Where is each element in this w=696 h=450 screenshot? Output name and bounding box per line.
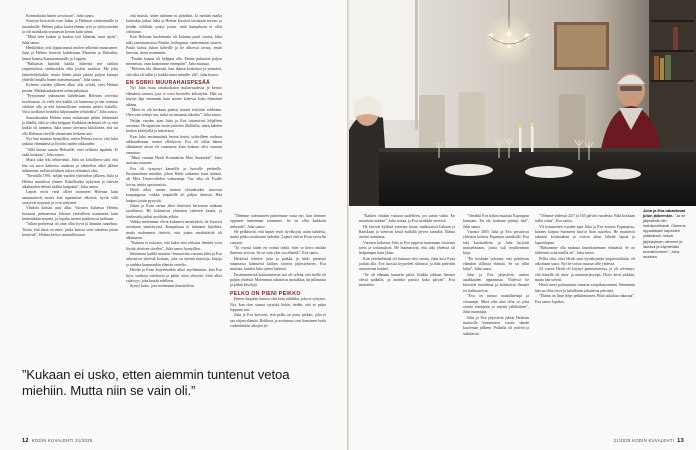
page-number-right: 13 [677,438,684,444]
right-page [349,0,696,450]
photo-illustration [349,0,696,206]
paragraph: Kun Helenan kuolemasta oli kulunut puoli vuotta, Juha näki tanssitanssissa Paulan, kollegansa vanhemman sisaren. Paula kutsui Juhan kahville ja he alkoivat tavata, ensin harvoin, sitten useammin. [126,35,222,56]
folio-left-label: KODIN KUVALEHTI 21/2025 [31,438,93,443]
left-page [0,0,347,450]
paragraph: Heidi meni poistumaan rinnasta syöpäkasvaimen. Sittemmin hän on ollut terve ja kiitollinen jokaisesta päivästä. [535,283,635,293]
paragraph: Ensimmäisestä kohtaamisesta asti oli selvää, että heillä oli paljon yhteistä. Molemmat rakastivat musiikkia, kirjallisuutta ja pitkiä kävelyjä. [230,272,326,288]
paragraph: Heidi alkoi tuntea itsensä yksinäiseksi suuressa kaupungissa, vaikka ympärillä oli paljon ihmisiä. Hän kaipasi jotain pysyvää. [126,188,222,203]
paragraph: Juhan ja Evan tarina alkoi ihmisten kertoman mukaan tavallisesti. He kohtasivat yhteisten ystävien kautta, ja keskustelu jatkui myöhään yöhön. [126,204,222,219]
paragraph: ”Se oli elämäni kaunein päivä. Kaikki rakkaat ihmiset olivat paikalla, ja aurinko paistoi koko päivän”, Eva muistelee. [359,272,455,288]
paragraph: ”Pystyimme puhumaan kahdestaan Helenan toiveista kuolemasta. Ja vielä että kaikki oli kunnossa ja sen toteutus vihdoin olla ja että luonnollisten voimien pitäisi loistella. Voisi tuollaiset hetkeksi hiljaisuuden tehtäväksi”, Juha sanoo. [22,94,118,115]
pull-quote: ”Kukaan ei usko, etten aiemmin tuntenut vetoa miehiin. Mutta niin se vain oli.” [22,367,290,398]
paragraph: Kommikoiin hänen toivottaan”, Juha sanoo. [26,14,95,18]
paragraph: ”Minä vuonna Heidi Kruunattiin Miss Suomeksi”, Juha muistaa nauraen. [126,155,222,166]
paragraph: Vihdoin koittaa uusi alku. Vuosien kuluessa Helena huomasi puhuneensa Juhasta ystävilleen useammin kuin kenestäkään muusta, ja lopulta tunteet puhkesivat kukkaan. [22,206,118,222]
paragraph: ”Omekki Eva halusi muuttaa Espanjaan kanssani. En ole koskaan pitänyt tätä”, Juha sanoo. [463,214,529,229]
photo-couple-at-dining-table [349,0,696,206]
paragraph: Juha ja Eva järjestivät juhlat Helenan muistolle kymmenen vuotta tämän kuoleman jälkeen. Paikalla oli ystäviä ja sukulaisia. [463,315,529,336]
paragraph: ”Kukaan ei uskonut, että kaksi niin erilaista ihmistä voisi löytää yhteisen sävelen”, Juha sanoo hymyillen. [126,241,222,251]
paragraph: ”Helenan tiki illmentti, kun ikänsä koskettaa ja ymmärsi, että aika oli tullut ja kaikki sanoi minulle: elä”, Juha kertoo. [126,67,222,77]
paragraph: He pelkäsivät, että lapset eivät hyväksyisi uutta suhdetta, mutta pelko osoittautui turhaksi. Lapset ottivat Evan avosylin vastaan. [230,230,326,245]
paragraph: ”Jo vuosia sitten en voinut tietää, ettei se kerro mitään ihmisen arvosta. Se on vain yksi osa elämää”, Eva sanoo. [230,246,326,256]
text-column-6 [463,214,529,438]
paragraph: Vaikka molemmat olivat kokeneet menetyksiä, he löysivät toisistaan ymmärrystä. Kumpikaan ei halunnut kiirehtiä, mutta molemmat tiesivät, että jotain merkittävää oli alkamassa. [126,220,222,241]
paragraph: Neljän vuoden ajan Juha ja Eva tutustuivat hiljalleen toisiinsa. He tapasivat ensin ystävien illallisilla, sitten kahden kesken kävelyillä ja teatterissa. [126,118,222,134]
paragraph: Lapset eivät vielä olleet tavanneet Helenaa kuin satunnaisesti, mutta kun tapaamiset alkoivat, hyvät välit syntyivät nopeasti ja ovat säilyneet. [22,190,118,206]
paragraph: Heidin ja Evan kirjeenvaihto alkoi myöhemmin, kun Eva löysi vanhoja valokuvia ja päätti ottaa yhteyttä. Siitä alkoi ystävyys, joka kestää edelleen. [126,268,222,283]
paragraph: Sittemmin kaikki muuttui. Seuraavina vuosina Juha ja Eva rakensivat yhteistä kotiaan, joka on täynnä muistoja, kirjoja ja taidetta kummankin elämän varrelta. [126,252,222,267]
text-column-6-body [463,214,529,337]
paragraph: Pelko siitä, ettei Heidi saisi hyväksyntää ympäristöltään, oli aikoinaan suuri. Nyt he voivat nauraa sille yhdessä. [535,256,635,267]
text-column-3 [230,214,326,438]
text-column-4 [359,214,455,438]
paragraph: Juha ja Eva järjestivät uusien asiakkaiden tapaamisia. Yhdessä he kiersivät maailmaa ja kohtasivat ihmisiä eri kulttuureista. [463,272,529,293]
paragraph: Juha ja Eva kertovat, että pelko on pieni peikko, joka ei saa ohjata elämää. Rohkeus ja avoimuus ovat kantaneet heitä vaikeidenkin aikojen yli. [230,313,326,328]
paragraph: ”Keväällä 1991, neljän vuoden yhteiselon jälkeen, Juha ja Helena muuttivat yhteen. Kiitolliseksi nykyisen ja tulevan aikakauden edessä sitäkin kaipaisin”, Juha sanoo. [22,174,118,189]
text-column-3-body [230,214,326,289]
text-column-2-top [126,14,222,78]
text-column-1 [22,14,118,358]
photo-caption [643,208,691,259]
subheading-1: EN SORKI MUURAHAISPESÄÄ [126,80,211,87]
paragraph: ”Paulan kanssa oli helppoa olla. Emme puhuneet paljon menneistä, vaan katsoimme eteenpäin”, Juha muistaa. [126,56,222,67]
paragraph: Kolmen vuoden jälkeen alkoi olla selvää, ettei Helena parane. Matkakauksikseen erään paluuttaa. [22,83,118,93]
paragraph: Yli kymmenen vuoden ajan Juha ja Eva asuivat Espanjassa, kunnes kaipuu Suomeen kasvoi liian suureksi. He muuttivat takaisin kotimaahan ja ostivat talon läheltä lapsia ja lapsenlapsia. [535,224,635,245]
paragraph: 24 vuotta Heidi oli käynyt gemmetraessa, ja oli selvinnyt, että hänellä oli rinta- ja munasarjasyöpä. Hoito kesti pitkään, mutta hän selvisi. [535,267,635,283]
folio-right-label: 21/2025 KODIN KUVALEHTI [613,438,675,443]
paragraph: ”Haluamme olla mukana lastenlastemme elämässä. Se on tärkeintä, mitä meillä on”, Juha sanoo. [535,246,635,256]
page-number-left: 12 [22,438,29,444]
photo-caption-lead: Juha ja Eva rakastuvat jutun jälkeenkin. [643,208,685,219]
paragraph: ”Olimme yhdessä 24/7 ja 165 päivää vuodessa. Eikä koskaan tullut riitaa”, Eva sanoo. [535,214,635,224]
paragraph: Kun Juha ensimmäistä kertaa kertoi ystävilleen uudesta rakkaudestaan, monet yllättyivät. Eva oli tullut hänen elämäänsä aivan eri suunnasta kuin kukaan olisi osannut ennustaa. [126,134,222,155]
paragraph: Hetkessä tehtävä juttu ja paikka ja hetki pienessä suunnassa käänsivät kaiken toiseen järjestykseen. Eva muistaa, kuinka Juha ojensi kätensä. [230,256,326,272]
paragraph: Mutta aika teki tehtävänsä. Juha on kiitollinen siitä, että hän sai surra kaikessa rauhassa ja vähitellen alkoi jälleen hahmottaa, millaista hänen tuleva elämänsä olisi. [22,158,118,173]
paragraph: Nyt Juha istuu omakotitalon mukavuudessa ja kertoo elämänsä tarinaa, jota ei voisi kuvitella keksityksi. Hän on käynyt läpi enemmän kuin monet kokevat koko elämänsä aikana. [126,86,222,107]
subheading-2: PELKO ON PIENI PEIKKO [230,290,301,297]
paragraph: Ennen Jurgenin kanssa olin kuin tulitikku, joka ei syttynyt. Nyt, kun olen saanut sytyttää liekin, tiedän, että se palaa loppuun asti. [230,297,326,312]
paragraph: ”Juhan perheessä oli aina ollut hyvä ja lämmin tunnelma. Tiesin, että tässä on mies, jonka kanssa voin rakentaa jotain kestävää”, Helena kertoo muistellessaan. [22,222,118,238]
paragraph: Syntynä kerrottiin vain Juhan ja Helenan vanhemmille ja sisaruksille. Helena jatkoi hoitoryhmän työt ja tyttöystävään ja otti asiakkaita seuraavan kerran kuin juhan. [22,19,118,35]
paragraph: ”Olemme toteuttaneet puheemme vasta nyt, kun olemme oppineet tuntemaan toisemme. Se on ollut kaikkein tärkeintä”, Juha sanoo. [230,214,326,229]
paragraph: He kävivät kylässä ystävien luona, matkustivat Italiaan ja Ranskaan ja viettivät kesät mökillä järven rannalla. Elämä asettui uomiinsa. [359,224,455,240]
text-column-5-body [535,214,635,305]
paragraph: Henkilökin ovat loputtomasti mielen selkeästi muuttuneet. Juha ja Helena lensivät kahdestaan Miamiin ja Duhaihin, lasten kanssa Kanariansaarille ja Lappiin. [22,46,118,61]
text-column-2-main [126,86,222,289]
paragraph: Sairaalassakin Helena sanoi rauhaisaan pitäen lähtemistä ja lähellä, eikä se ollut helppoa. Kaikkein tärkeintä oli se, että kaikki oli tunnettu. Juha sanoo olevansa kiitollinen, että sai olla Helenan vierellä viimeiseen hetkeen asti. [22,115,118,136]
photo-caption-body: ”Ja ne järjestivät niin mahtipontisesti. Olemme oppaallaan! kapesten ystävänsä, missä järjestyksen olemme je laulava ja käynteidän tuunistömmen”, Juha muistaa. [643,213,686,259]
text-column-2 [126,14,222,358]
paragraph: Syntyi koko, jota molemmat ihmettelivät. [130,284,195,289]
folio-right [614,438,684,444]
paragraph: ”Elämä on liian lyhyt pelkäämiseen. Pitää uskaltaa rakastaa”, Eva sanoo lopuksi. [535,294,635,304]
paragraph: ”Haluaisin kaytinä kaikki hikeestä me tahdon ympäristössä vanhustakin eikä joskus suurkoa. Me joka laskettelijoitakin, mutta hänen pitää jaksaa paljon kutsuja yhdellä lomalla hänen maisemassaan”, Juha sanoo. [22,62,118,83]
paragraph: ”Minä teen kaiken ja kuuluu työt lähteinä, tutut myös”, Juha sanoo. [22,35,118,45]
text-column-4-body [359,214,455,289]
paragraph: että muista, sitten tulimme ni päiväkin. Ja meidän matka kuitenkin jatkui. Juha ja Helena löysivät toisistaan turvan, ja heidän välillään syntyi jotain, mitä kumpikaan ei ollut odottanut. [126,14,222,35]
paragraph: ”En koskaan uskonut, että päädyisin elämään tällaista elämää. Se on ollut lahja”, Juha sanoo. [463,256,529,272]
paragraph: ”Eva on minua rauhallisempi ja viisaampi. Minä olen aina ollut se, joka ryntää eteenpäin ja miettii jälkikäteen”, Juha naurahtaa. [463,294,529,315]
paragraph: ”Minä en ole koskaan pitänyt itseäni erityisen rohkeana. Olen vain tehnyt sen, mikä on tuntunut oikealta”, Juha sanoo. [126,107,222,118]
paragraph: Vuosien kuluessa Juha ja Eva oppivat tuntemaan toistensa tavat ja tottumukset. He huomasivat, että arki yhdessä oli helpompaa kuin yksin. [359,240,455,256]
paragraph: Kun yhteiselämää oli kulunut viisi vuotta, Juha kosi Evaa joulun alla. Eva suostui kyyneleet silmissä, ja häät pidettiin seuraavana kesänä. [359,256,455,272]
paragraph: ”Sillä kertaa sanoin Helenalle, ettei sellaista tapahdu. Ei enää koskaan”, Juha sanoo. [22,147,118,157]
text-column-3-after [230,297,326,329]
paragraph: ”Kaiken ottaisin vastaan uudelleen, jos saisin valita. En muuttaisi mitään”, Juha toteaa, ja Eva nyökkää vieressä. [359,214,455,224]
folio-left [22,438,92,444]
text-column-5 [535,214,635,438]
paragraph: Nyt hän muistaa hymyillen, miten Helena toivoi, että Juha jatkaisi elämäänsä ja löytäisi uuden rakkauden. [22,136,118,147]
paragraph: Eva oli syntynyt kauniille ja luovalle perheelle. Ensimmäinen mieskin, johon Heidi suhtautui kuin isäänsä, oli Miss Tennis-tähden valmentaja. Tuo aika oli Evalle kovaa, mutta opettavaista. [126,166,222,187]
paragraph: Vuonna 2005 Juha ja Eva perustivat yhteisen kotinsa Espanjan rannikolle. Eva teki kuvataidetta ja Juha kirjoitti muistelmiaan, joista tuli myöhemmin kirja. [463,230,529,256]
